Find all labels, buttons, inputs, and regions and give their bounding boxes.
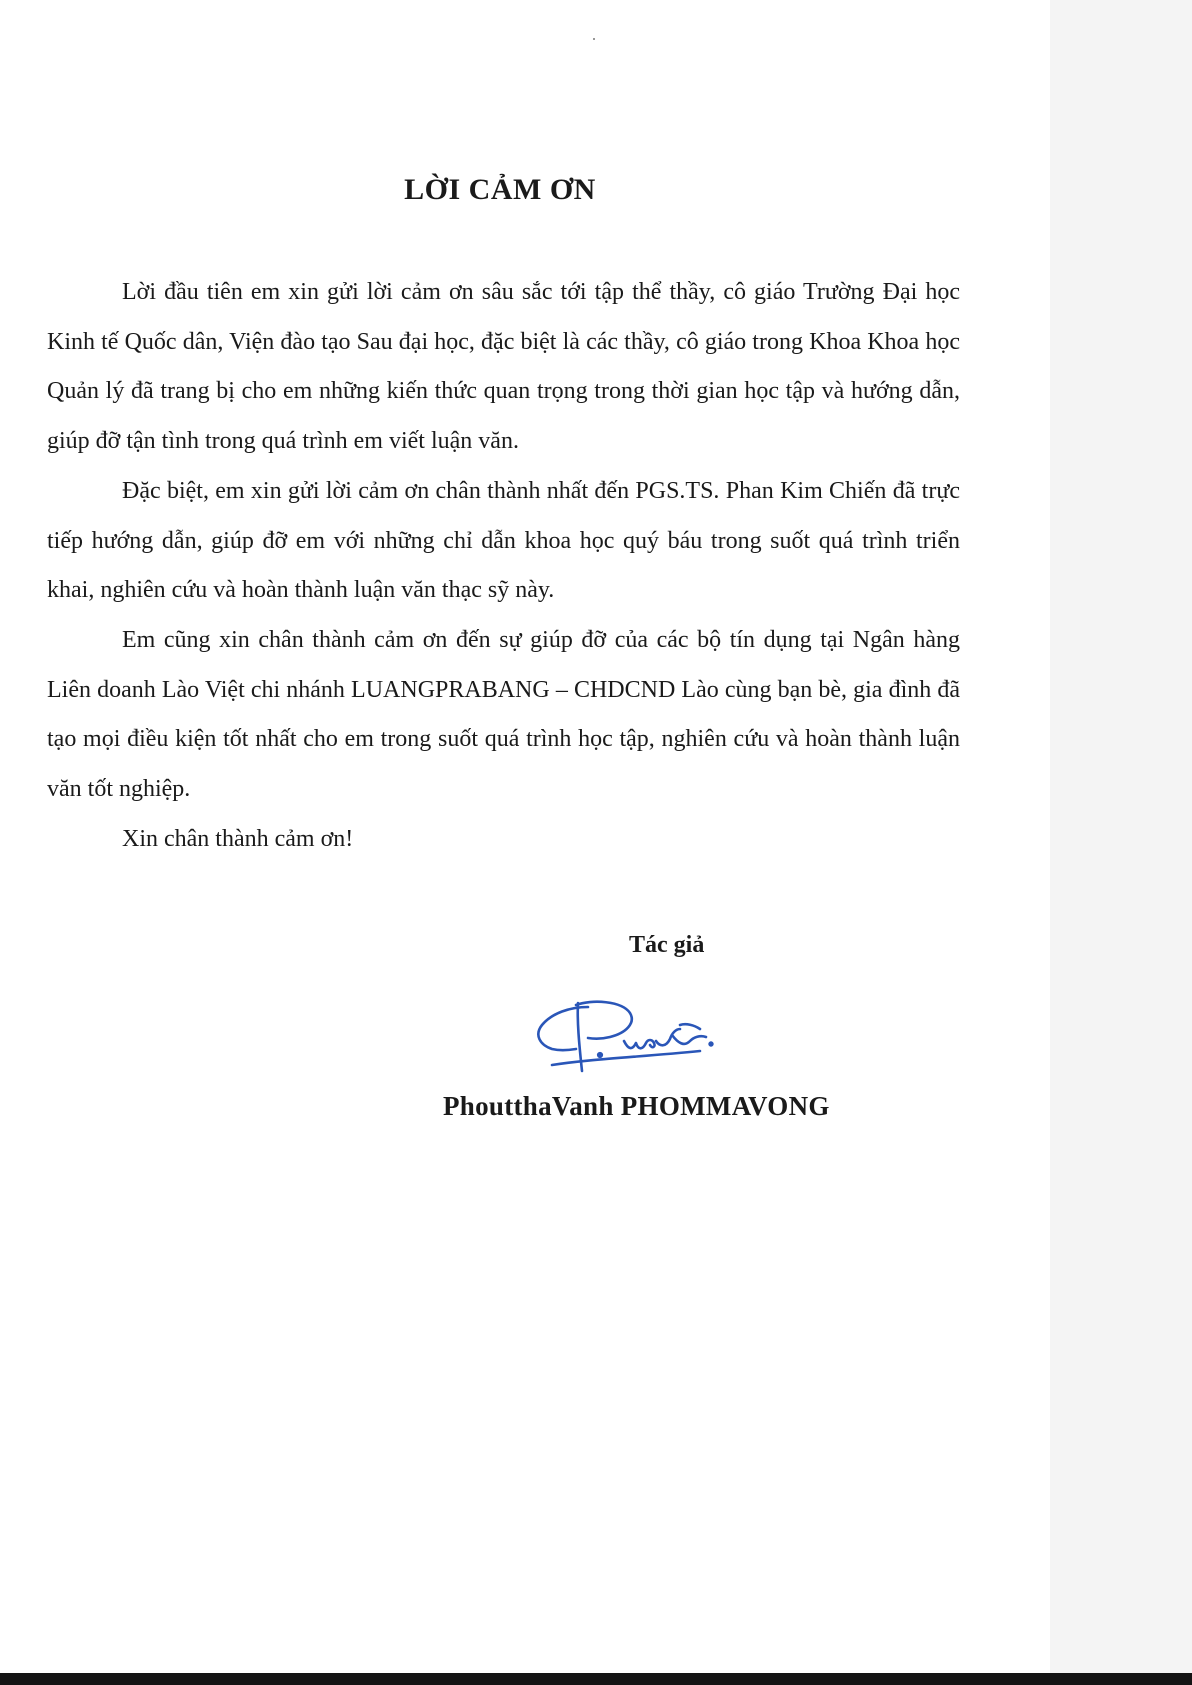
scan-bottom-border [0, 1673, 1192, 1685]
scan-edge-shadow [1050, 0, 1192, 1673]
scan-speck [593, 38, 595, 40]
author-name: PhoutthaVanh PHOMMAVONG [443, 1091, 830, 1121]
paragraph: Em cũng xin chân thành cảm ơn đến sự giúp đỡ của các bộ tín dụng tại Ngân hàng Liên doanh Lào Việt chi nhánh LUANGPRABANG – CHDCND Lào cùng bạn bè, gia đình đã tạo mọi điều kiện tốt nhất cho em trong suốt quá trình học tập, nghiên cứu và hoàn thành luận văn tốt nghiệp. [47, 626, 960, 803]
signature-icon [530, 995, 750, 1080]
acknowledgement-body [47, 268, 960, 864]
paragraph: Đặc biệt, em xin gửi lời cảm ơn chân thành nhất đến PGS.TS. Phan Kim Chiến đã trực tiếp hướng dẫn, giúp đỡ em với những chỉ dẫn khoa học quý báu trong suốt quá trình triển khai, nghiên cứu và hoàn thành luận văn thạc sỹ này. [47, 477, 960, 604]
paragraph: Xin chân thành cảm ơn! [122, 825, 354, 852]
paragraph: Lời đầu tiên em xin gửi lời cảm ơn sâu sắc tới tập thể thầy, cô giáo Trường Đại học Kinh tế Quốc dân, Viện đào tạo Sau đại học, đặc biệt là các thầy, cô giáo trong Khoa Khoa học Quản lý đã trang bị cho em những kiến thức quan trọng trong thời gian học tập và hướng dẫn, giúp đỡ tận tình trong quá trình em viết luận văn. [47, 279, 960, 455]
author-label: Tác giả [629, 932, 705, 958]
page-title: LỜI CẢM ƠN [404, 173, 596, 206]
